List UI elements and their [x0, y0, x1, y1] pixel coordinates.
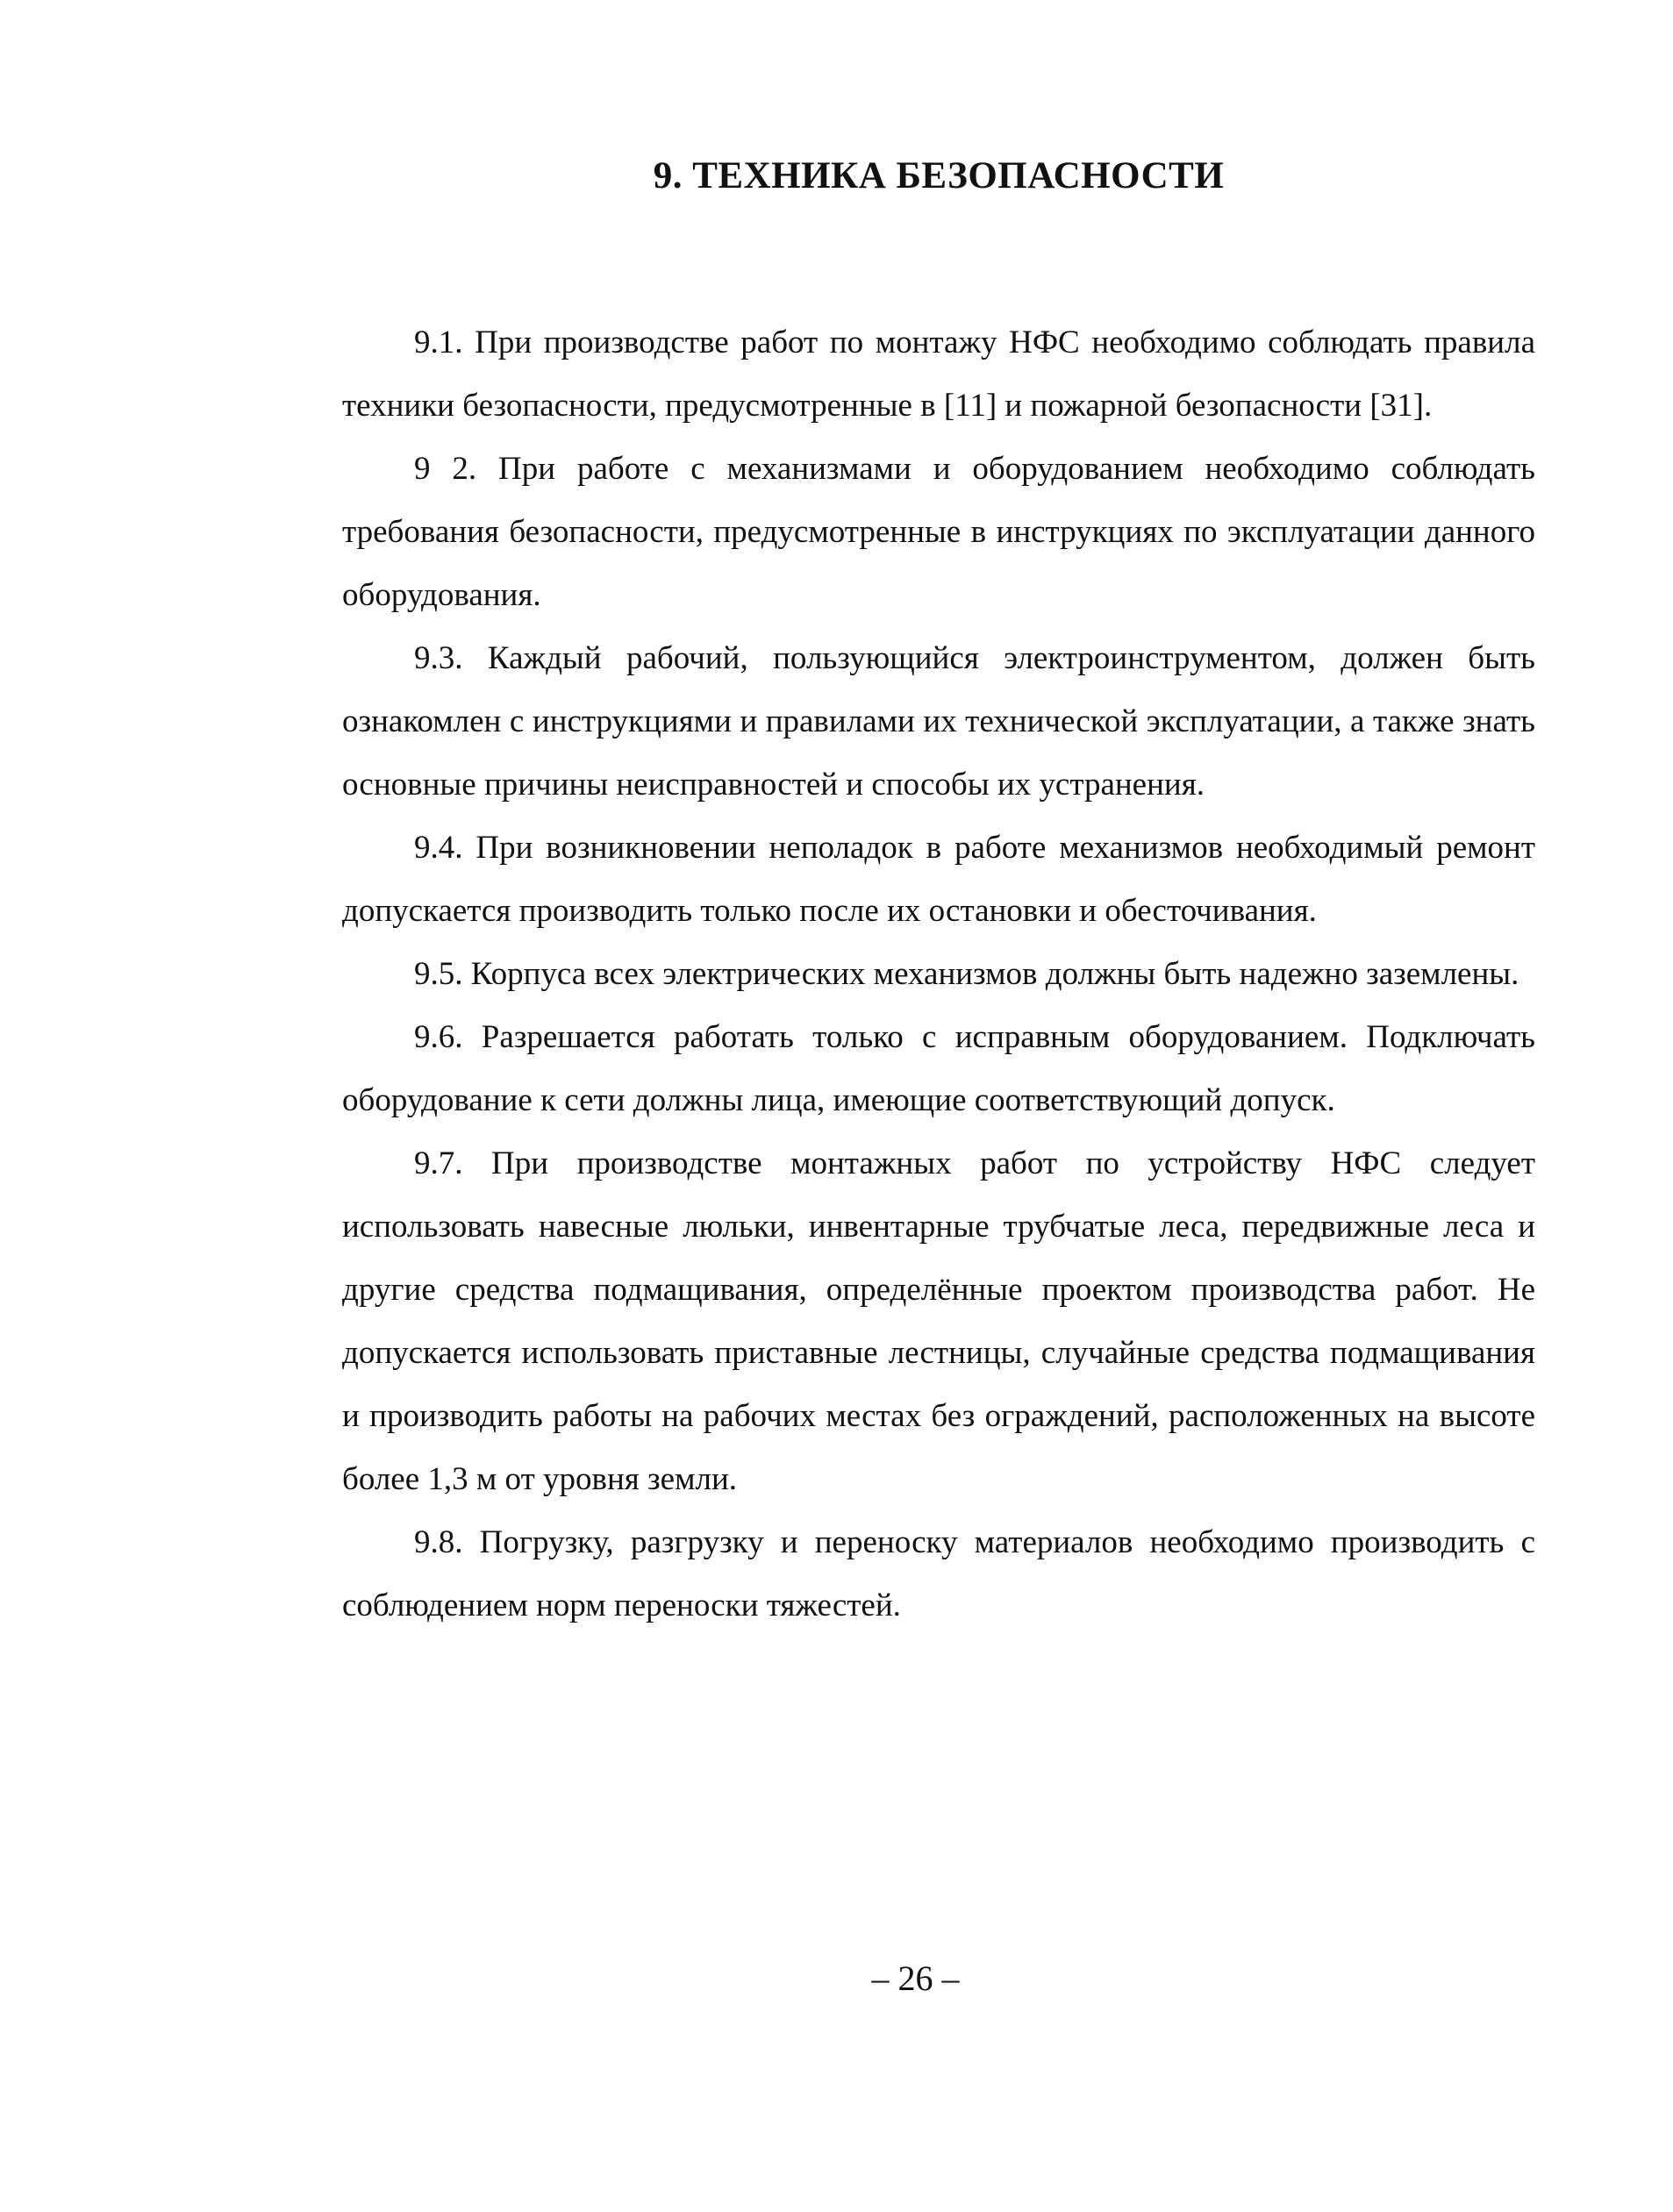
section-body — [342, 311, 1535, 1638]
section-title: 9. ТЕХНИКА БЕЗОПАСНОСТИ — [653, 155, 1225, 196]
paragraph-9-7: 9.7. При производстве монтажных работ по устройству НФС следует использовать навесные люльки, инвентарные трубчатые леса, передвижные леса и другие средства подмащивания, определённые проектом производства работ. Не допускается использовать приставные лестницы, случайные средства подмащивания и производить работы на рабочих местах без ограждений, расположенных на высоте более 1,3 м от уровня земли. — [342, 1145, 1535, 1497]
paragraph-9-6: 9.6. Разрешается работать только с исправным оборудованием. Подключать оборудование к сети должны лица, имеющие соответствующий допуск. — [342, 1019, 1535, 1118]
paragraph-9-1: 9.1. При производстве работ по монтажу НФС необходимо соблюдать правила техники безопасности, предусмотренные в [11] и пожарной безопасности [31]. — [342, 325, 1535, 424]
paragraph-9-8: 9.8. Погрузку, разгрузку и переноску материалов необходимо производить с соблюдением норм переноски тяжестей. — [342, 1524, 1535, 1623]
paragraph-9-2: 9 2. При работе с механизмами и оборудованием необходимо соблюдать требования безопасности, предусмотренные в инструкциях по эксплуатации данного оборудования. — [342, 451, 1535, 613]
paragraph-9-5: 9.5. Корпуса всех электрических механизмов должны быть надежно заземлены. — [414, 956, 1519, 992]
paragraph-9-4: 9.4. При возникновении неполадок в работе механизмов необходимый ремонт допускается производить только после их остановки и обесточивания. — [342, 830, 1535, 929]
paragraph-9-3: 9.3. Каждый рабочий, пользующийся электроинструментом, должен быть ознакомлен с инструкциями и правилами их технической эксплуатации, а также знать основные причины неисправностей и способы их устранения. — [342, 640, 1535, 803]
page-number: – 26 – — [871, 1959, 960, 1998]
